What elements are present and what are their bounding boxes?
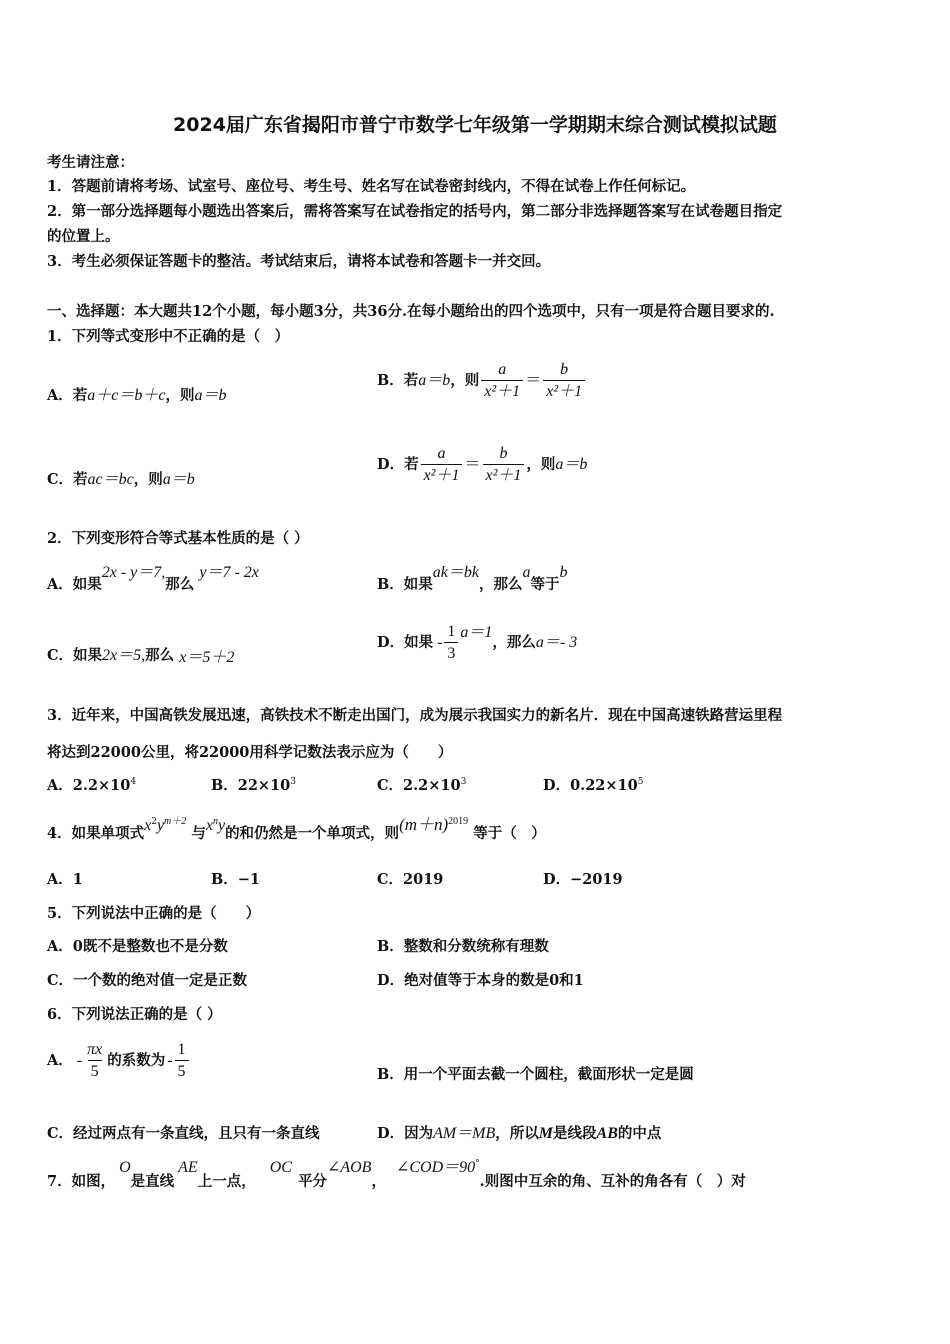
- q1-a-result: a＝b: [194, 387, 227, 404]
- fraction-denominator: x²＋1: [543, 380, 585, 401]
- q1-d-result: a＝b: [555, 456, 588, 474]
- q2-c-equation: 2x＝5,: [102, 647, 146, 664]
- notice-heading: 考生请注意：: [47, 154, 134, 171]
- q3-option-d: [543, 777, 643, 794]
- q6-a-minus-2: -: [167, 1052, 173, 1070]
- q7-on-line: 是直线: [130, 1173, 175, 1190]
- q1-a-then: ，则: [165, 387, 195, 404]
- q4-monomial-2-x: x: [205, 817, 213, 834]
- q1-c-prefix: C．若: [47, 471, 88, 488]
- q6-d-point-m: M: [538, 1125, 554, 1142]
- q6-option-d: [377, 1124, 661, 1143]
- section-heading: 一、选择题：本大题共12个小题，每小题3分，共36分.在每小题给出的四个选项中，只有一项是符合题目要求的.: [47, 303, 775, 320]
- q4-option-a: A．1: [47, 871, 83, 888]
- q2-d-equation: a＝1: [460, 624, 493, 642]
- q4-expression: (m＋n): [399, 815, 449, 834]
- q6-option-c: C．经过两点有一条直线，且只有一条直线: [47, 1125, 320, 1142]
- q2-b-prefix: B．如果: [377, 576, 433, 593]
- fraction-numerator: a: [498, 361, 507, 378]
- q7-ray-oc: OC: [269, 1159, 292, 1176]
- q2-d-minus: -: [437, 634, 443, 652]
- q7-bisects: 平分: [297, 1173, 327, 1190]
- q4-condition: 的和仍然是一个单项式，则: [225, 825, 400, 842]
- q1-option-c: [47, 470, 195, 489]
- q1-d-then: ，则: [526, 455, 556, 473]
- q1-c-equation: ac＝bc: [87, 471, 134, 488]
- notice-line-2a: 2．第一部分选择题每小题选出答案后，需将答案写在试卷指定的括号内，第二部分非选择题答案写在试卷题目指定: [47, 203, 783, 220]
- q4-prefix: 4．如果单项式: [47, 825, 145, 842]
- q2-b-equation: ak＝bk: [432, 564, 479, 581]
- q2-b-variable: a: [522, 564, 531, 581]
- question-3-stem-1: 3．近年来，中国高铁发展迅速，高铁技术不断走出国门，成为展示我国实力的新名片．现在中国高速铁路营运里程: [47, 707, 783, 724]
- question-1-stem: 1．下列等式变形中不正确的是（ ）: [47, 328, 290, 345]
- q1-b-equation: a＝b: [418, 372, 451, 390]
- q6-d-segment-ab: AB: [596, 1125, 618, 1142]
- fraction-numerator: πx: [87, 1041, 103, 1058]
- fraction-denominator: 5: [175, 1060, 189, 1081]
- q4-expression-exponent: 2019: [448, 816, 469, 828]
- q4-monomial-2-y: y: [217, 817, 226, 834]
- q4-option-d: D．−2019: [543, 871, 623, 888]
- fraction-denominator: 5: [88, 1060, 102, 1081]
- q3-c-exponent: 3: [460, 777, 467, 788]
- q7-line-ae: AE: [178, 1159, 198, 1176]
- q1-b-then: ，则: [450, 371, 480, 389]
- q3-option-c: [377, 777, 466, 794]
- q6-a-coefficient-text: 的系数为: [107, 1051, 166, 1069]
- q6-d-so: ，所以: [495, 1125, 539, 1142]
- q6-d-equation: AM＝MB: [433, 1125, 496, 1142]
- q3-d-text: D．0.22×10: [543, 777, 638, 794]
- q4-option-c: C．2019: [377, 871, 444, 888]
- question-2-stem: 2．下列变形符合等式基本性质的是（ ）: [47, 530, 309, 547]
- q2-d-then: ，那么: [492, 633, 536, 651]
- notice-line-3: 3．考生必须保证答题卡的整洁。考试结束后，请将本试卷和答题卡一并交回。: [47, 253, 551, 270]
- q6-a-fraction: [84, 1040, 105, 1081]
- q6-d-prefix: D．因为: [377, 1125, 434, 1142]
- q5-option-b: B．整数和分数统称有理数: [377, 938, 549, 955]
- q1-b-equals: ＝: [525, 372, 542, 390]
- q1-d-fraction-right: [483, 444, 525, 485]
- q3-b-text: B．22×10: [211, 777, 291, 794]
- q3-b-exponent: 3: [290, 777, 296, 788]
- q5-option-a: A．0既不是整数也不是分数: [47, 938, 228, 955]
- fraction-numerator: 1: [177, 1041, 186, 1058]
- notice-line-2b: 的位置上。: [47, 228, 120, 245]
- q7-point-o: O: [119, 1159, 131, 1176]
- q2-option-a: [47, 563, 259, 593]
- question-4-stem: [47, 815, 546, 842]
- q1-d-prefix: D．若: [377, 455, 419, 473]
- q6-a-prefix: A．: [47, 1051, 73, 1069]
- fraction-numerator: a: [437, 445, 446, 462]
- q3-a-exponent: 4: [130, 777, 137, 788]
- q4-monomial-1-y-exponent: m＋2: [164, 816, 187, 828]
- fraction-denominator: 3: [444, 642, 458, 663]
- q1-b-fraction-right: [543, 360, 585, 401]
- q2-d-result: a＝- 3: [535, 634, 578, 652]
- q4-monomial-1-x: x: [144, 817, 152, 834]
- q2-a-then: 那么: [165, 576, 195, 593]
- q2-c-prefix: C．如果: [47, 647, 103, 664]
- fraction-numerator: b: [499, 445, 508, 462]
- q2-c-result: x＝5＋2: [179, 649, 235, 666]
- q3-option-b: [211, 777, 296, 794]
- q1-option-d: [377, 444, 587, 485]
- q3-c-text: C．2.2×10: [377, 777, 461, 794]
- q6-a-minus: -: [76, 1052, 83, 1070]
- q1-b-fraction-left: [481, 360, 523, 401]
- q2-d-prefix: D．如果: [377, 633, 434, 651]
- page-title: 2024届广东省揭阳市普宁市数学七年级第一学期期末综合测试模拟试题: [173, 114, 777, 136]
- q1-option-a: [47, 386, 227, 405]
- q4-monomial-1-y: y: [156, 817, 165, 834]
- q2-b-then: ，那么: [478, 576, 523, 593]
- q2-b-equals-word: 等于: [530, 576, 560, 593]
- q4-option-b: B．−1: [211, 871, 260, 888]
- fraction-numerator: 1: [447, 623, 456, 640]
- q1-option-b: [377, 360, 587, 401]
- q1-c-result: a＝b: [162, 471, 195, 488]
- q7-postfix: .则图中互余的角、互补的角各有（ ）对: [479, 1173, 746, 1190]
- q2-option-d: [377, 622, 577, 663]
- q2-option-c: [47, 646, 234, 665]
- fraction-numerator: b: [560, 361, 569, 378]
- q5-option-d: D．绝对值等于本身的数是0和1: [377, 972, 584, 989]
- q7-angle-cod: ∠COD＝90: [395, 1159, 476, 1176]
- q2-c-then: 那么: [145, 647, 175, 664]
- q2-a-result: y＝7 - 2x: [199, 564, 259, 581]
- notice-line-1: 1．答题前请将考场、试室号、座位号、考生号、姓名写在试卷密封线内，不得在试卷上作任何标记。: [47, 178, 696, 195]
- q4-postfix: 等于（ ）: [473, 825, 546, 842]
- q1-d-equals: ＝: [464, 456, 481, 474]
- q6-d-is-segment: 是线段: [553, 1125, 597, 1142]
- question-5-stem: 5．下列说法中正确的是（ ）: [47, 905, 261, 922]
- fraction-denominator: x²＋1: [481, 380, 523, 401]
- q1-a-equation: a＋c＝b＋c: [87, 387, 166, 404]
- question-6-stem: 6．下列说法正确的是（ ）: [47, 1006, 222, 1023]
- q2-option-b: [377, 563, 568, 593]
- q1-d-fraction-left: [421, 444, 463, 485]
- q7-a-point: 上一点，: [197, 1173, 256, 1190]
- fraction-denominator: x²＋1: [483, 464, 525, 485]
- q3-a-text: A．2.2×10: [47, 777, 131, 794]
- q2-a-prefix: A．如果: [47, 576, 102, 593]
- q2-b-result: b: [559, 564, 568, 581]
- q4-and: 与: [191, 825, 206, 842]
- q6-d-midpoint: 的中点: [617, 1125, 662, 1142]
- q6-option-b: B．用一个平面去截一个圆柱，截面形状一定是圆: [377, 1066, 694, 1083]
- fraction-denominator: x²＋1: [421, 464, 463, 485]
- q1-a-prefix: A．若: [47, 387, 88, 404]
- q4-monomial-1-x-exponent: 2: [151, 817, 157, 828]
- q7-degree: °: [475, 1159, 480, 1170]
- q2-d-fraction: [444, 622, 458, 663]
- q1-b-prefix: B．若: [377, 371, 419, 389]
- q5-option-c: C．一个数的绝对值一定是正数: [47, 972, 248, 989]
- q1-c-then: ，则: [133, 471, 163, 488]
- q6-a-fraction-2: [175, 1040, 189, 1081]
- q6-option-a: [47, 1040, 191, 1081]
- q3-d-exponent: 5: [637, 777, 644, 788]
- q3-option-a: [47, 777, 136, 794]
- question-7-stem: [47, 1158, 746, 1190]
- q7-angle-aob: ∠AOB: [326, 1159, 372, 1176]
- q7-comma: ，: [371, 1173, 386, 1190]
- question-3-stem-2: 将达到22000公里，将22000用科学记数法表示应为（ ）: [47, 744, 453, 761]
- q2-a-equation: 2x - y＝7,: [101, 564, 166, 581]
- q4-monomial-2-x-exponent: n: [212, 816, 218, 828]
- q7-prefix: 7．如图，: [47, 1173, 116, 1190]
